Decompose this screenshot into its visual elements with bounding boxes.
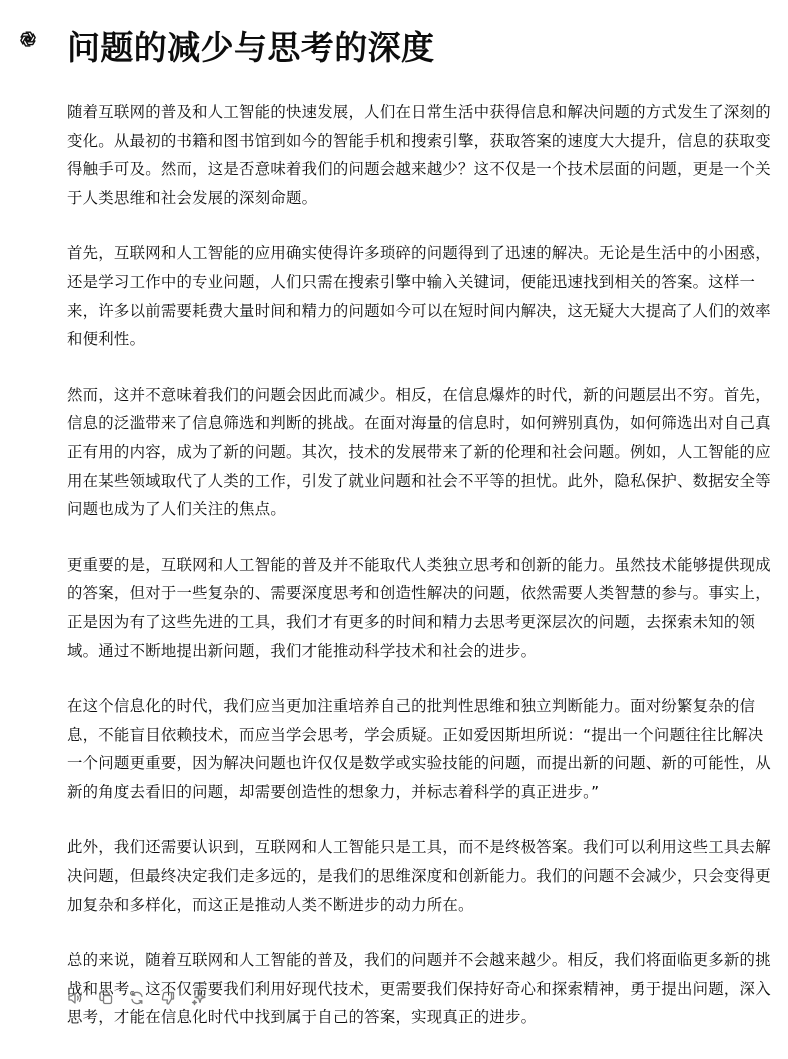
paragraph-2: 首先，互联网和人工智能的应用确实使得许多琐碎的问题得到了迅速的解决。无论是生活中的小困惑，还是学习工作中的专业问题，人们只需在搜索引擎中输入关键词，便能迅速找到相关的答案。这样一来，许多以前需要耗费大量时间和精力的问题如今可以在短时间内解决，这无疑大大提高了人们的效率和便利性。: [67, 244, 771, 349]
sparkle-icon: [191, 990, 207, 1006]
paragraph-1: 随着互联网的普及和人工智能的快速发展，人们在日常生活中获得信息和解决问题的方式发生了深刻的变化。从最初的书籍和图书馆到如今的智能手机和搜索引擎，获取答案的速度大大提升，信息的获取变得触手可及。然而，这是否意味着我们的问题会越来越少？这不仅是一个技术层面的问题，更是一个关于人类思维和社会发展的深刻命题。: [67, 103, 771, 207]
read-aloud-button[interactable]: [64, 987, 86, 1009]
speaker-icon: [67, 990, 83, 1006]
paragraph-5: 在这个信息化的时代，我们应当更加注重培养自己的批判性思维和独立判断能力。面对纷繁复杂的信息，不能盲目依赖技术，而应当学会思考，学会质疑。正如爱因斯坦所说：“提出一个问题往往比解决一个问题更重要，因为解决问题也许仅仅是数学或实验技能的问题，而提出新的问题、新的可能性，从新的角度去看旧的问题，却需要创造性的想象力，并标志着科学的真正进步。”: [67, 697, 771, 801]
thumbs-down-icon: [160, 990, 176, 1006]
openai-logo-icon: [17, 28, 39, 50]
message-actions: [64, 987, 210, 1009]
paragraph-7: 总的来说，随着互联网和人工智能的普及，我们的问题并不会越来越少。相反，我们将面临更多新的挑战和思考。这不仅需要我们利用好现代技术，更需要我们保持好奇心和探索精神，勇于提出问题，深入思考，才能在信息化时代中找到属于自己的答案，实现真正的进步。: [67, 951, 771, 1027]
paragraph-6: 此外，我们还需要认识到，互联网和人工智能只是工具，而不是终极答案。我们可以利用这些工具去解决问题，但最终决定我们走多远的，是我们的思维深度和创新能力。我们的问题不会减少，只会变得更加复杂和多样化，而这正是推动人类不断进步的动力所在。: [67, 838, 771, 914]
response-title: 问题的减少与思考的深度: [67, 28, 435, 67]
paragraph-3: 然而，这并不意味着我们的问题会因此而减少。相反，在信息爆炸的时代，新的问题层出不穷。首先，信息的泛滥带来了信息筛选和判断的挑战。在面对海量的信息时，如何辨别真伪，如何筛选出对自己真正有用的内容，成为了新的问题。其次，技术的发展带来了新的伦理和社会问题。例如，人工智能的应用在某些领域取代了人类的工作，引发了就业问题和社会不平等的担忧。此外，隐私保护、数据安全等问题也成为了人们关注的焦点。: [67, 385, 771, 519]
paragraph-4: 更重要的是，互联网和人工智能的普及并不能取代人类独立思考和创新的能力。虽然技术能够提供现成的答案，但对于一些复杂的、需要深度思考和创造性解决的问题，依然需要人类智慧的参与。事实上，正是因为有了这些先进的工具，我们才有更多的时间和精力去思考更深层次的问题，去探索未知的领域。通过不断地提出新问题，我们才能推动科学技术和社会的进步。: [67, 555, 771, 660]
refresh-icon: [129, 990, 145, 1006]
thumbs-down-button[interactable]: [157, 987, 179, 1009]
regenerate-button[interactable]: [126, 987, 148, 1009]
change-model-button[interactable]: [188, 987, 210, 1009]
copy-icon: [98, 990, 114, 1006]
copy-button[interactable]: [95, 987, 117, 1009]
response-body: [67, 98, 779, 1059]
